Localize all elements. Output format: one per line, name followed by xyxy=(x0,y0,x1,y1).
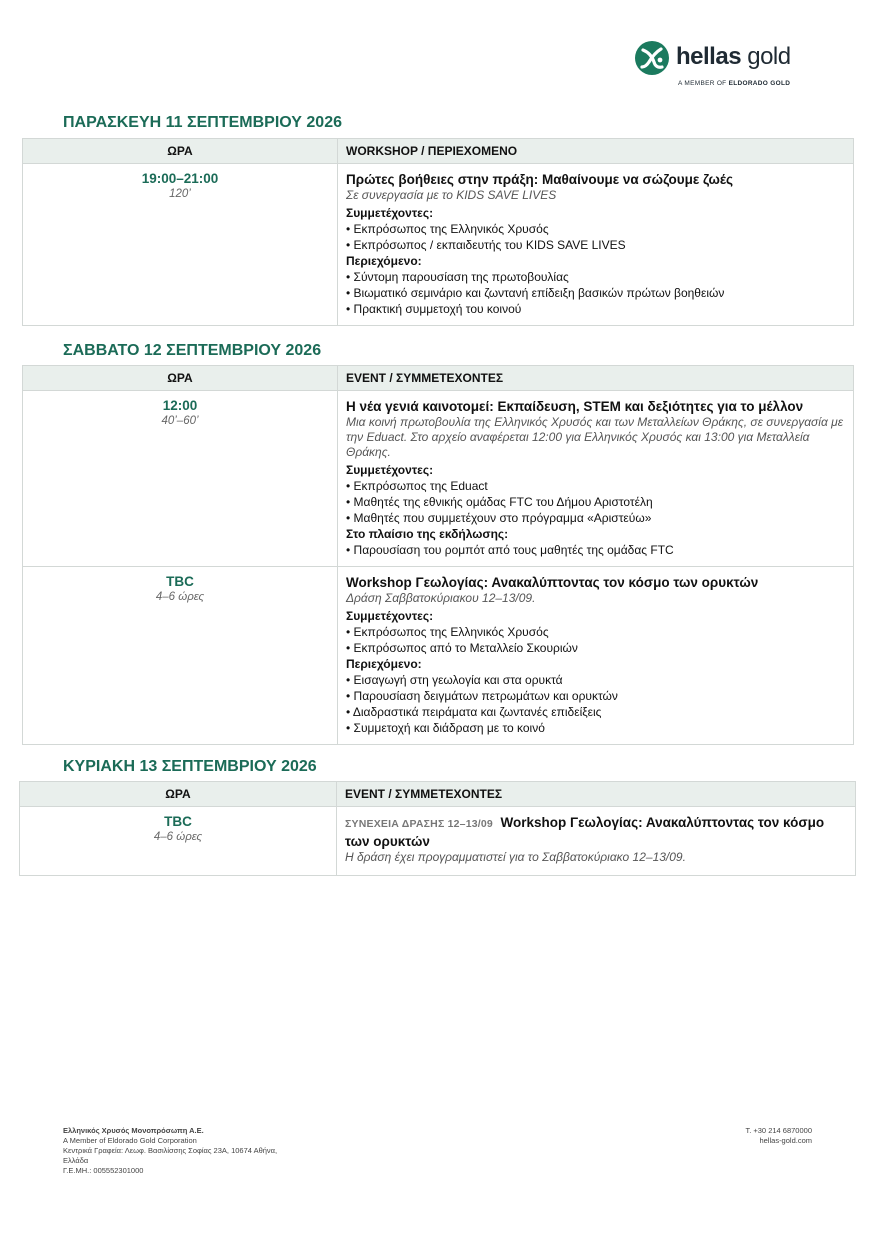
list-item: • Πρακτική συμμετοχή του κοινού xyxy=(346,302,522,316)
day-title-friday: ΠΑΡΑΣΚΕΥΗ 11 ΣΕΠΤΕΜΒΡΙΟΥ 2026 xyxy=(63,114,342,131)
event-subtitle: Δράση Σαββατοκύριακου 12–13/09. xyxy=(346,591,536,605)
schedule-table-friday xyxy=(22,138,854,326)
list-item: • Συμμετοχή και διάδραση με το κοινό xyxy=(346,721,545,735)
event-duration: 40’–60’ xyxy=(161,415,199,427)
event-title: Πρώτες βοήθειες στην πράξη: Μαθαίνουμε να σώζουμε ζωές xyxy=(346,172,734,187)
event-title: Workshop Γεωλογίας: Ανακαλύπτοντας τον κόσμο των ορυκτών xyxy=(346,575,759,590)
content-cell xyxy=(337,807,856,876)
footer-gemi: Γ.Ε.ΜΗ.: 005552301000 xyxy=(63,1166,144,1175)
time-cell xyxy=(23,567,338,745)
tagline-bold: ELDORADO GOLD xyxy=(728,80,791,87)
event-duration: 4–6 ώρες xyxy=(153,831,203,843)
table-header-row xyxy=(23,366,854,391)
participants-heading: Συμμετέχοντες: xyxy=(346,463,434,477)
day-title-sunday: ΚΥΡΙΑΚΗ 13 ΣΕΠΤΕΜΒΡΙΟΥ 2026 xyxy=(63,758,317,775)
column-header-content: EVENT / ΣΥΜΜΕΤΕΧΟΝΤΕΣ xyxy=(337,782,856,807)
list-item: • Εκπρόσωπος της Ελληνικός Χρυσός xyxy=(346,222,549,236)
footer-member: A Member of Eldorado Gold Corporation xyxy=(63,1136,197,1145)
column-header-time: ΩΡΑ xyxy=(23,366,338,391)
column-header-time: ΩΡΑ xyxy=(23,139,338,164)
list-item: • Βιωματικό σεμινάριο και ζωντανή επίδειξη βασικών πρώτων βοηθειών xyxy=(346,286,725,300)
list-item: • Εκπρόσωπος της Ελληνικός Χρυσός xyxy=(346,625,549,639)
company-name: Ελληνικός Χρυσός Μονοπρόσωπη Α.Ε. xyxy=(63,1126,204,1135)
content-cell xyxy=(338,164,854,326)
column-header-content: WORKSHOP / ΠΕΡΙΕΧΟΜΕΝΟ xyxy=(338,139,854,164)
context-heading: Στο πλαίσιο της εκδήλωσης: xyxy=(346,527,509,541)
list-item: • Εκπρόσωπος / εκπαιδευτής του KIDS SAVE LIVES xyxy=(346,238,626,252)
time-cell xyxy=(23,391,338,567)
footer-website: hellas-gold.com xyxy=(759,1136,812,1145)
brand-name xyxy=(676,43,791,71)
continuation-tag: ΣΥΝΕΧΕΙΑ ΔΡΑΣΗΣ 12–13/09 xyxy=(345,818,493,830)
table-row xyxy=(20,807,856,876)
footer-company-info xyxy=(63,1126,277,1176)
hellas-gold-logo-icon xyxy=(634,40,670,76)
event-time: 12:00 xyxy=(162,398,198,413)
hellas-gold-logo xyxy=(634,40,824,90)
event-duration: 4–6 ώρες xyxy=(155,591,205,603)
brand-tagline xyxy=(678,80,790,87)
event-subtitle: Σε συνεργασία με το KIDS SAVE LIVES xyxy=(346,188,557,202)
footer-company-name xyxy=(63,1126,277,1136)
footer-address-line1: Κεντρικά Γραφεία: Λεωφ. Βασιλίσσης Σοφίας 23Α, 10674 Αθήνα, xyxy=(63,1146,278,1155)
event-time: TBC xyxy=(166,574,194,589)
participants-heading: Συμμετέχοντες: xyxy=(346,609,434,623)
footer-address-line2: Ελλάδα xyxy=(63,1156,89,1165)
list-item: • Εισαγωγή στη γεωλογία και στα ορυκτά xyxy=(346,673,563,687)
schedule-table-saturday xyxy=(22,365,854,745)
event-subtitle: Μια κοινή πρωτοβουλία της Ελληνικός Χρυσός και των Μεταλλείων Θράκης, σε συνεργασία με την Eduact. Στο αρχείο αναφέρεται 12:00 για Ελληνικός Χρυσός και 13:00 για Μεταλλεία Θράκης. xyxy=(346,415,843,459)
table-row xyxy=(23,164,854,326)
time-cell xyxy=(20,807,337,876)
event-duration: 120’ xyxy=(169,188,191,200)
event-subtitle: Η δράση έχει προγραμματιστεί για το Σαββατοκύριακο 12–13/09. xyxy=(345,850,686,864)
tagline-prefix: A MEMBER OF xyxy=(678,80,729,87)
list-item: • Διαδραστικά πειράματα και ζωντανές επιδείξεις xyxy=(346,705,602,719)
list-item: • Εκπρόσωπος της Eduact xyxy=(346,479,488,493)
table-header-row xyxy=(23,139,854,164)
content-cell xyxy=(338,391,854,567)
table-row xyxy=(23,567,854,745)
brand-light: gold xyxy=(741,43,791,70)
time-cell xyxy=(23,164,338,326)
event-title: Workshop Γεωλογίας: Ανακαλύπτοντας τον κόσμο των ορυκτών xyxy=(345,815,825,849)
event-time: 19:00–21:00 xyxy=(141,171,219,186)
event-title: Η νέα γενιά καινοτομεί: Εκπαίδευση, STEM και δεξιότητες για το μέλλον xyxy=(346,399,804,414)
list-item: • Εκπρόσωπος από το Μεταλλείο Σκουριών xyxy=(346,641,578,655)
list-item: • Σύντομη παρουσίαση της πρωτοβουλίας xyxy=(346,270,569,284)
brand-bold: hellas xyxy=(676,43,742,70)
schedule-table-sunday xyxy=(19,781,856,876)
event-title-line xyxy=(345,814,847,850)
table-row xyxy=(23,391,854,567)
participants-heading: Συμμετέχοντες: xyxy=(346,206,434,220)
list-item: • Παρουσίαση δειγμάτων πετρωμάτων και ορυκτών xyxy=(346,689,618,703)
list-item: • Μαθητές της εθνικής ομάδας FTC του Δήμου Αριστοτέλη xyxy=(346,495,653,509)
content-cell xyxy=(338,567,854,745)
column-header-time: ΩΡΑ xyxy=(20,782,337,807)
content-heading: Περιεχόμενο: xyxy=(346,657,422,671)
content-heading: Περιεχόμενο: xyxy=(346,254,422,268)
day-title-saturday: ΣΑΒΒΑΤΟ 12 ΣΕΠΤΕΜΒΡΙΟΥ 2026 xyxy=(63,342,322,359)
footer-phone: T. +30 214 6870000 xyxy=(745,1126,812,1135)
table-header-row xyxy=(20,782,856,807)
list-item: • Μαθητές που συμμετέχουν στο πρόγραμμα «Αριστεύω» xyxy=(346,511,652,525)
footer-contact xyxy=(745,1126,812,1146)
column-header-content: EVENT / ΣΥΜΜΕΤΕΧΟΝΤΕΣ xyxy=(338,366,854,391)
event-time: TBC xyxy=(164,814,192,829)
list-item: • Παρουσίαση του ρομπότ από τους μαθητές της ομάδας FTC xyxy=(346,543,674,557)
